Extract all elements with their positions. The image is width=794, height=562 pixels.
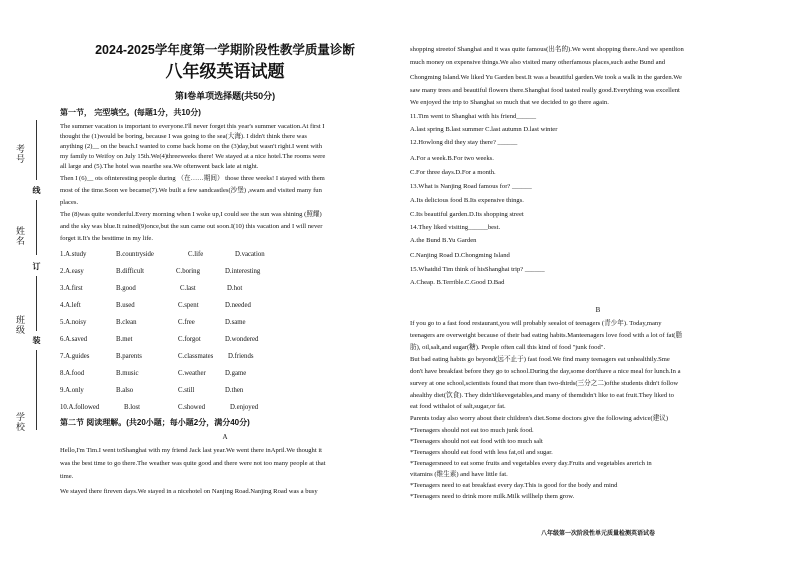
option[interactable]: C.forgot: [178, 336, 201, 343]
option[interactable]: B.lost: [124, 404, 141, 411]
option[interactable]: C.classmates: [178, 353, 214, 360]
section1-heading: 第一节， 完型填空。(每题1分，共10分): [60, 108, 201, 117]
question-options[interactable]: A.For a week.B.For two weeks.: [410, 155, 494, 162]
option[interactable]: D.same: [225, 319, 246, 326]
option[interactable]: C.free: [178, 319, 195, 326]
passage-line: ahealthy diet(饮食). They didn'tlikevegetables,and many of themdidn't like to eat fruit.They liked to: [410, 392, 674, 399]
option[interactable]: 1.A.study: [60, 251, 87, 258]
question-options[interactable]: A.the Bund B.Yu Garden: [410, 237, 477, 244]
cloze-line: thought the (1)would be boring, because I was going to the sea(大海). I didn't think there was: [60, 133, 307, 140]
option[interactable]: 3.A.first: [60, 285, 83, 292]
section2-heading: 第二节 阅读理解。(共20小题；每小题2分，满分40分): [60, 418, 250, 427]
passage-b-label: B: [595, 306, 601, 314]
option[interactable]: B.countryside: [116, 251, 154, 258]
question: 14.They liked visiting______best.: [410, 224, 501, 231]
option[interactable]: B.difficult: [116, 268, 145, 275]
passage-line: Parents today also worry about their children's diet.Some doctors give the following advice(建议): [410, 415, 669, 422]
option[interactable]: B.met: [116, 336, 133, 343]
passage-line: vitamins (维生素) and have little fat.: [410, 471, 508, 478]
option[interactable]: B.music: [116, 370, 139, 377]
passage-line: teenagers are overweight because of their bad eating habits.Manteenagers love food with a lot of fat(脂: [410, 332, 683, 339]
passage-line: If you go to a fast food restaurant,you will probably seealot of teenagers (青少年). Today,many: [410, 320, 662, 327]
option[interactable]: C.spent: [178, 302, 199, 309]
question-options[interactable]: A.Cheap. B.Terrible.C.Good D.Bad: [410, 279, 505, 286]
option[interactable]: 6.A.saved: [60, 336, 88, 343]
option[interactable]: D.enjoyed: [230, 404, 259, 411]
cloze-line: my family to Weifoy on July 15th.We(4)threeweeks there! We stayed at a nice hotel.The rooms were: [60, 153, 326, 160]
option[interactable]: C.still: [178, 387, 195, 394]
passage-line: But bad eating habits go beyond(远不止于) fast food.We find many teenagers eat unhealthily.Sme: [410, 356, 670, 363]
passage-line: We enjoyed the trip to Shanghai so much that we decided to go there again.: [410, 99, 609, 106]
label-school: 学校: [15, 412, 25, 432]
passage-line: time.: [60, 473, 74, 480]
option[interactable]: 5.A.noisy: [60, 319, 87, 326]
option[interactable]: D.vacation: [235, 251, 265, 258]
option[interactable]: 9.A.only: [60, 387, 84, 394]
option[interactable]: 4.A.left: [60, 302, 81, 309]
option[interactable]: 10.A.followed: [60, 404, 100, 411]
cloze-line: Then I (6)__ ots ofinteresting people during （在……期间） those three weeks! I stayed with them: [60, 175, 325, 182]
passage-line: eat food withalot of salt,sugar,or fat.: [410, 403, 506, 410]
binding-line: [36, 200, 37, 255]
cut-mark-bind: 装: [32, 336, 41, 344]
cloze-line: The summer vacation is important to everyone.I'll never forget this year's summer vacation.At first I: [60, 123, 325, 130]
cloze-line: The (8)was quite wonderful.Every morning when I woke up,I could see the sun was shining (照耀): [60, 211, 322, 218]
page-footer: 八年级第一次阶段性单元质量检测英语试卷: [540, 531, 655, 537]
passage-line: *Teenagers need to drink more milk.Milk willhelp them grow.: [410, 493, 575, 500]
cut-mark-line: 线: [32, 186, 41, 194]
option[interactable]: D.interesting: [225, 268, 261, 275]
binding-line: [36, 350, 37, 430]
passage-line: shopping streetof Shanghai and it was quite famous(出名的).We went shopping there.And we spentlton: [410, 46, 684, 53]
passage-line: survey at one school,scientists found that more than two-thirds(三分之二)ofthe students didn't follow: [410, 380, 679, 387]
question: 13.What is Nanjing Road famous for? ______: [410, 183, 532, 190]
question-options[interactable]: C.For three days.D.For a month.: [410, 169, 496, 176]
question-options[interactable]: C.Its beautiful garden.D.Its shopping street: [410, 211, 524, 218]
exam-title: 2024-2025学年度第一学期阶段性教学质量诊断: [95, 43, 355, 57]
passage-line: don't have breakfast before they go to school.During the day,some don'thave a nice meal for lunch.In a: [410, 368, 681, 375]
option[interactable]: C.weather: [178, 370, 206, 377]
binding-line: [36, 120, 37, 180]
label-name: 姓名: [15, 226, 25, 246]
question-options[interactable]: A.Its delicious food B.Its expensive things.: [410, 197, 524, 204]
cloze-line: and the sky was blue.It rained(9)once,but the sun came out soon.I(10) this vacation and I will never: [60, 223, 323, 230]
passage-line: Chongming Island.We liked Yu Garden best.It was a beautiful garden.We took a walk in the garden.We: [410, 74, 682, 81]
option[interactable]: 7.A.guides: [60, 353, 90, 360]
option[interactable]: C.boring: [176, 268, 200, 275]
option[interactable]: D.wondered: [225, 336, 259, 343]
passage-line: *Teenagersneed to eat some fruits and vegetables every day.Fruits and vegetables arerich in: [410, 460, 652, 467]
binding-line: [36, 276, 37, 331]
passage-line: We stayed there fireven days.We stayed in a nicehotel on Nanjing Road.Nanjing Road was a busy: [60, 488, 318, 495]
option[interactable]: D.then: [225, 387, 244, 394]
passage-line: *Teenagers should eat food with less fat,oil and sugar.: [410, 449, 553, 456]
cloze-line: most of the time.Soon we became(7).We built a few sandcastles(沙堡) ,swam and visited many fun: [60, 187, 322, 194]
option[interactable]: 8.A.food: [60, 370, 85, 377]
option[interactable]: B.clean: [116, 319, 137, 326]
cloze-line: all large and (5).The hotel was nearthe sea.We oftenwent back late at night.: [60, 163, 259, 170]
label-class: 班级: [15, 315, 25, 335]
question: 11.Tim went to Shanghai with his friend______: [410, 113, 537, 120]
passage-line: was the best time to go there.The weather was quite good and there were not too many people at that: [60, 460, 326, 467]
option[interactable]: D.hot: [227, 285, 243, 292]
passage-line: *Teenagers need to eat breakfast every day.This is good for the body and mind: [410, 482, 618, 489]
passage-line: 肪), oil,salt,and sugar(糖). People often call this kind of food "junk food".: [410, 344, 606, 351]
option[interactable]: D.game: [225, 370, 247, 377]
option[interactable]: D.needed: [225, 302, 251, 309]
cloze-line: places.: [60, 199, 79, 206]
option[interactable]: C.showed: [178, 404, 205, 411]
passage-line: *Teenagers should not eat too much junk food.: [410, 427, 534, 434]
passage-line: much money on expensive things.We also visited many otherfamous places,such asthe Bund and: [410, 59, 666, 66]
label-exam-number: 考号: [15, 144, 25, 164]
question-options[interactable]: C.Nanjing Road D.Chongming Island: [410, 252, 510, 259]
question: 12.Howlong did they stay there? ______: [410, 139, 518, 146]
option[interactable]: B.good: [116, 285, 136, 292]
passage-line: saw many trees and beautiful flowers there.Shanghai food tasted really good.Everything was excellent: [410, 87, 680, 94]
question-options[interactable]: A.last spring B.last summer C.last autumn D.last winter: [410, 126, 558, 133]
option[interactable]: B.used: [116, 302, 135, 309]
cloze-line: forget it.It's the besttime in my life.: [60, 235, 153, 242]
option[interactable]: B.also: [116, 387, 134, 394]
part1-title: 第Ⅰ卷单项选择题(共50分): [174, 91, 276, 101]
binding-margin: [0, 0, 58, 562]
option[interactable]: 2.A.easy: [60, 268, 84, 275]
option[interactable]: C.last: [180, 285, 196, 292]
passage-line: *Teenagers should not eat food with too much salt: [410, 438, 543, 445]
option[interactable]: C.life: [188, 251, 204, 258]
option[interactable]: B.parents: [116, 353, 142, 360]
cloze-line: anything (2)__ on the beach.I wanted to come back home on the (3)day,but wasn't right.I went with: [60, 143, 323, 150]
passage-a-label: A: [222, 433, 228, 441]
cut-mark-seal: 订: [32, 262, 41, 270]
passage-line: Hello,I'm Tim.I went toShanghai with my friend Jack last year.We went there inApril.We thought it: [60, 447, 322, 454]
option[interactable]: D.friends: [228, 353, 254, 360]
question: 15.Whatdid Tim think of hisShanghai trip? ______: [410, 266, 545, 273]
exam-subject-title: 八年级英语试题: [165, 62, 285, 81]
